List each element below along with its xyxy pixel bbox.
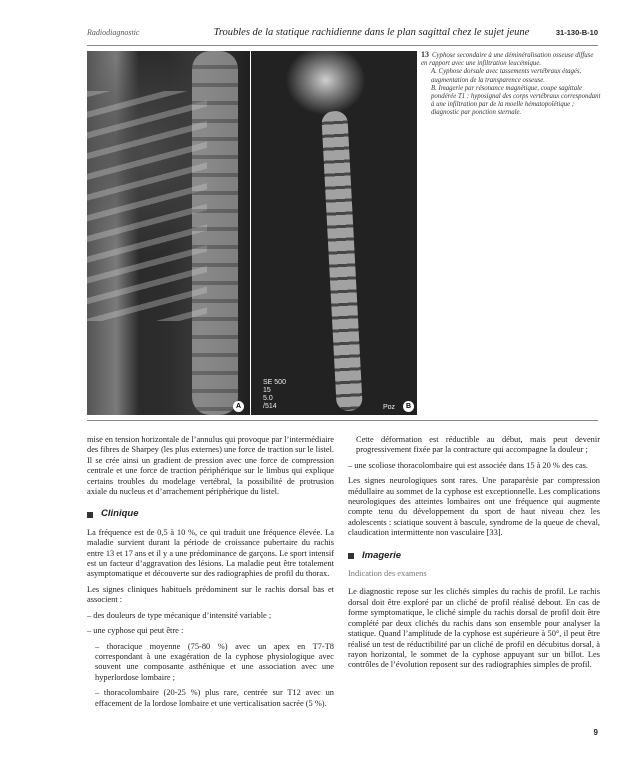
mri-meta-line: SE 500	[263, 379, 286, 386]
mri-image	[251, 51, 417, 415]
mri-meta-line: /514	[263, 403, 277, 410]
mri-meta-line: 5.0	[263, 395, 273, 402]
caption-a: A. Cyphose dorsale avec tassements vertébraux étagés, augmentation de la transparence osseuse.	[431, 68, 582, 84]
paragraph: La fréquence est de 0,5 à 10 %, ce qui traduit une fréquence élevée. La maladie survient durant la période de croissance pubertaire du rachis entre 13 et 17 ans et il y a une prédominance de garçons. Le sport intensif est un facteur d’aggravation des lésions. La maladie peut être totalement asymptomatique et découverte sur des radiographies de profil du thorax.	[87, 527, 334, 579]
header-rule	[87, 45, 598, 46]
list-subitem: – thoracique moyenne (75-80 %) avec un apex en T7-T8 correspondant à une exagération de la cyphose physiologique avec souvent une composante asthénique et une association avec une hyperlordose lombaire ;	[95, 641, 334, 682]
mri-spine	[321, 111, 363, 412]
figure-caption	[421, 51, 601, 118]
figure-number: 13	[421, 50, 429, 59]
xray-spine	[192, 51, 238, 415]
running-title: Troubles de la statique rachidienne dans le plan sagittal chez le sujet jeune	[213, 27, 530, 38]
caption-main: Cyphose secondaire à une déminéralisation osseuse diffuse en rapport avec une infiltration leucémique.	[421, 52, 594, 68]
paragraph: Les signes cliniques habituels prédominent sur le rachis dorsal bas et associent :	[87, 584, 334, 605]
list-item: – une cyphose qui peut être :	[87, 626, 184, 636]
mri-position-label: Poz	[382, 404, 395, 411]
page-number: 9	[593, 728, 598, 737]
figure-label-b: B	[403, 401, 414, 412]
figure-label-a: A	[233, 401, 244, 412]
square-bullet-icon	[87, 512, 93, 518]
paragraph: Cette déformation est réductible au début, mais peut devenir progressivement fixée par la contracture qui accompagne la douleur ;	[356, 435, 600, 455]
subheading: Indication des examens	[348, 569, 427, 579]
mri-meta-line: 15	[263, 387, 271, 394]
list-subitem: – thoracolombaire (20-25 %) plus rare, centrée sur T12 avec un effacement de la lordose lombaire et une verticalisation sacrée (5 %).	[95, 688, 334, 708]
right-column	[348, 435, 600, 676]
caption-b: B. Imagerie par résonance magnétique, coupe sagittale pondérée T1 : hyposignal des corps vertébraux correspondant à une infiltration par de la moelle hématopoïétique ; diagnostic par ponction sternale.	[431, 84, 601, 117]
xray-ribs	[87, 91, 207, 321]
paragraph: Le diagnostic repose sur les clichés simples du rachis de profil. Le rachis dorsal doit être exploré par un cliché de profil réalisé debout. En cas de forme symptomatique, le cliché simple du rachis dorsal de profil doit être complété par deux clichés du rachis dans son ensemble pour analyser la statique. Quand l’amplitude de la cyphose est supérieure à 50°, il peut être réalisé un test de réductibilité par un cliché de profil en décubitus dorsal, à rayon horizontal, le sommet de la cyphose appuyant sur un billot. Les contrôles de l’évolution reposent sur des radiographies simples de profil.	[348, 587, 600, 670]
document-code: 31-130-B-10	[555, 28, 598, 37]
xray-image	[87, 51, 250, 415]
list-item: – une scoliose thoracolombaire qui est associée dans 15 à 20 % des cas.	[348, 460, 589, 470]
paragraph: Les signes neurologiques sont rares. Une paraparésie par compression médullaire au sommet de la cyphose est exceptionnelle. Les complications neurologiques des atteintes lombaires ont une fréquence qui augmente compte tenu du développement du sport de haut niveau chez les adolescents : sciatique souvent à bascule, syndrome de la queue de cheval, claudication intermittente non vasculaire [33].	[348, 476, 600, 538]
section-heading-imagerie	[348, 551, 600, 561]
list-item: – des douleurs de type mécanique d’intensité variable ;	[87, 610, 272, 620]
section-label: Radiodiagnostic	[87, 28, 140, 37]
section-heading-clinique	[87, 509, 334, 519]
square-bullet-icon	[348, 553, 354, 559]
mri-meta	[263, 379, 286, 411]
paragraph: mise en tension horizontale de l’annulus qui provoque par l’intermédiaire des fibres de Sharpey (les plus externes) une force de traction sur le listel. Il se crée ainsi un gradient de pression avec une force de compression centrale et une force de traction périphérique sur le limbus qui explique certains troubles du modelage vertébral, la possibilité de protrusion axiale du nucleus et d’arrachement périphérique du listel.	[87, 435, 334, 497]
section-heading-text: Imagerie	[362, 549, 402, 561]
figure-rule	[87, 420, 598, 421]
section-heading-text: Clinique	[101, 508, 139, 520]
left-column	[87, 435, 334, 714]
page-header	[87, 27, 598, 41]
